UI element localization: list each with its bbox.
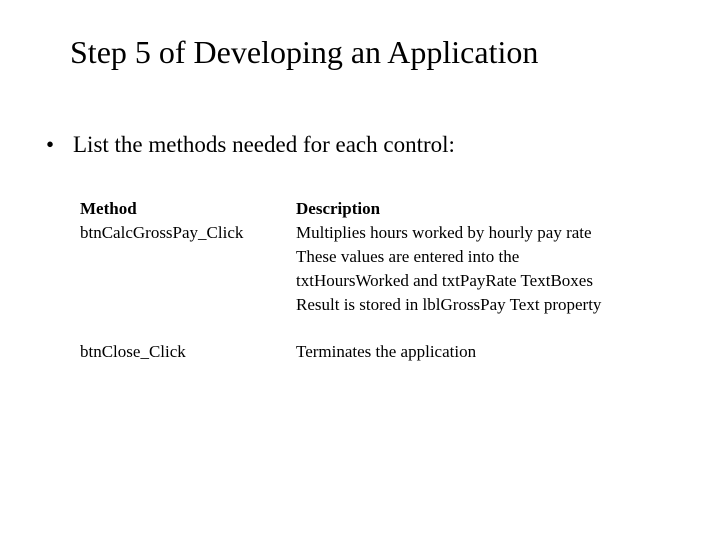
table-row	[80, 340, 676, 364]
page-title: Step 5 of Developing an Application	[70, 34, 539, 70]
table-row	[80, 197, 676, 317]
method-name: btnClose_Click	[80, 342, 186, 361]
method-header: Method	[80, 199, 137, 218]
method-column	[80, 340, 296, 364]
description-header: Description	[296, 199, 381, 218]
method-column	[80, 197, 296, 317]
description-column	[296, 197, 676, 317]
description-line: These values are entered into the	[296, 247, 520, 266]
description-column	[296, 340, 676, 364]
bullet-icon: •	[46, 132, 55, 157]
description-line: Result is stored in lblGrossPay Text property	[296, 295, 602, 314]
bullet-item	[46, 128, 455, 162]
methods-table	[80, 197, 676, 364]
description-line: txtHoursWorked and txtPayRate TextBoxes	[296, 271, 593, 290]
description-line: Terminates the application	[296, 342, 477, 361]
bullet-text: List the methods needed for each control:	[73, 132, 455, 157]
method-name: btnCalcGrossPay_Click	[80, 223, 244, 242]
description-line: Multiplies hours worked by hourly pay rate	[296, 223, 592, 242]
